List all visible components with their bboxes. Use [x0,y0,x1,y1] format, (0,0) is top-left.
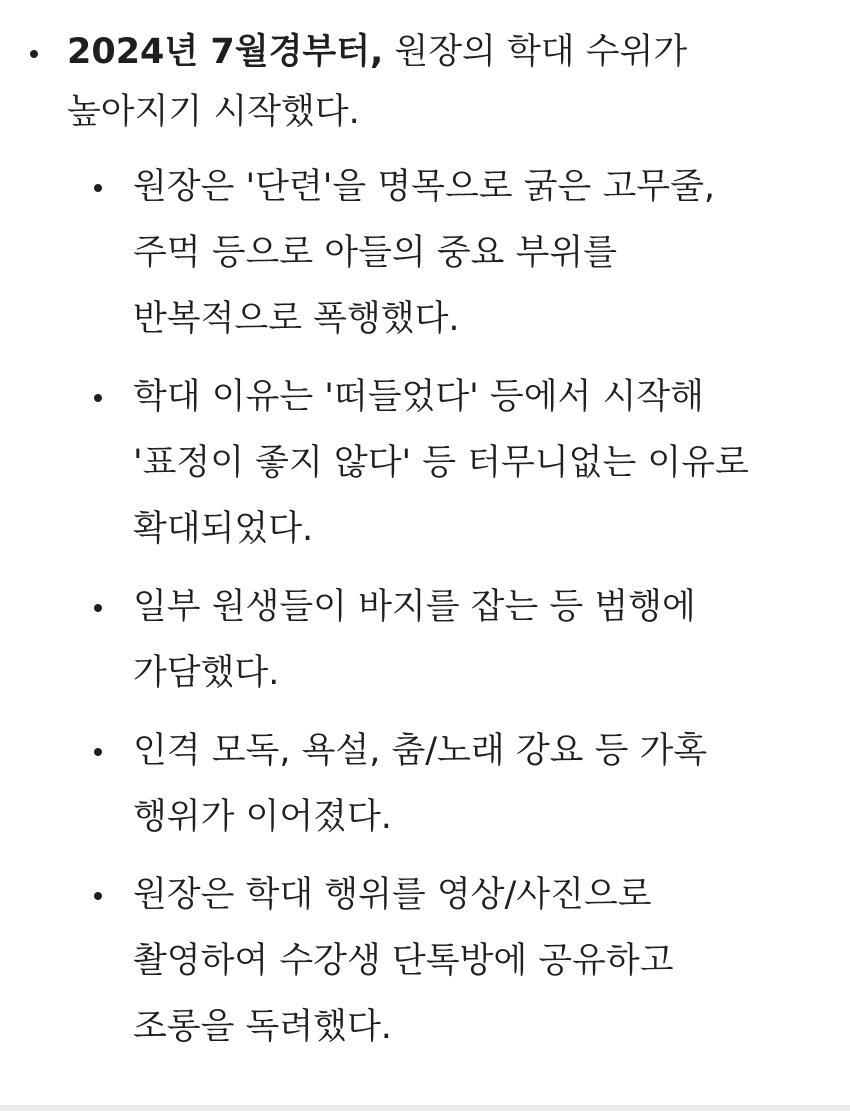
sub-list-item [67,154,823,352]
bullet-dot [94,748,102,756]
list-item-line [67,22,787,82]
sub-item-line: 학대 이유는 '떠들었다' 등에서 시작해 [133,377,704,417]
sub-item-line: 촬영하여 수강생 단톡방에 공유하고 [133,941,674,981]
sub-item-line: 인격 모독, 욕설, 춤/노래 강요 등 가혹 [133,731,708,771]
sub-list-item [67,718,823,850]
sub-list-item [67,364,823,562]
sub-list-item [67,574,823,706]
sub-item-line: 반복적으로 폭행했다. [133,299,460,339]
sub-item-line: 원장은 학대 행위를 영상/사진으로 [133,875,652,915]
sub-item-line: 가담했다. [133,653,280,693]
sub-item-line: '표정이 좋지 않다' 등 터무니없는 이유로 [133,443,749,483]
sub-item-line: 확대되었다. [133,509,314,549]
sub-item-line: 원장은 '단련'을 명목으로 굵은 고무줄, [133,167,716,207]
bullet-dot [30,50,38,58]
bottom-divider [0,1105,850,1111]
sub-item-line: 일부 원생들이 바지를 잡는 등 범행에 [133,587,696,627]
sub-list-item [67,862,823,1060]
list-item-line: 높아지기 시작했다. [67,92,360,132]
bullet-dot [94,184,102,192]
sub-item-line: 행위가 이어졌다. [133,797,392,837]
date-lead: 2024년 7월경부터, [67,32,384,72]
sub-item-line: 조롱을 독려했다. [133,1007,392,1047]
bullet-dot [94,892,102,900]
bullet-dot [94,604,102,612]
list-item-text [67,22,787,142]
sub-item-line: 주먹 등으로 아들의 중요 부위를 [133,233,618,273]
bullet-dot [94,394,102,402]
sub-bullet-list [67,154,850,1060]
lead-rest: 원장의 학대 수위가 [383,32,688,72]
